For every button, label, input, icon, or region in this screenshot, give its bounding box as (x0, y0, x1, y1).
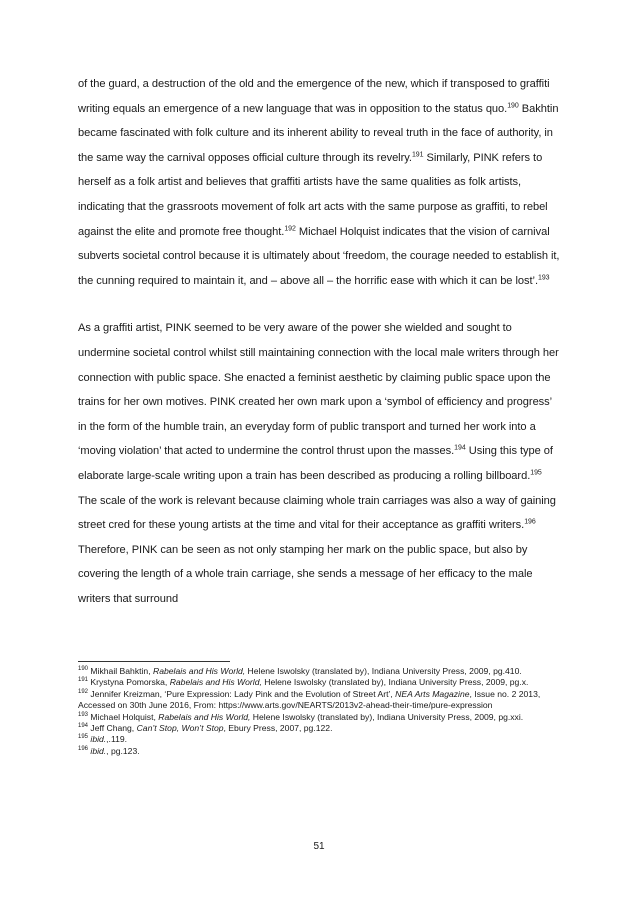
footnote-number: 196 (78, 745, 89, 752)
footnote-title: Rabelais and His World, (158, 711, 251, 722)
footnote-text: Michael Holquist, (88, 711, 159, 722)
footnote-number: 190 (78, 666, 89, 673)
paragraph-text: of the guard, a destruction of the old and the emergence of the new, which if transposed to graffiti writing equals an emergence of a new language that was in opposition to the status quo. (78, 78, 550, 115)
footnote-number: 194 (78, 723, 89, 730)
paragraph-text: Similarly, PINK refers to herself as a folk artist and believes that graffiti artists have the same qualities as folk artists, indicating that the grassroots movement of folk art acts with the same purpose as graffiti, to rebel against the elite and promote free thought. (78, 151, 548, 238)
footnote-text: Helene Iswolsky (translated by), Indiana University Press, 2009, pg.xxi. (250, 711, 524, 722)
footnote-ref-192: 192 (284, 224, 296, 232)
footnote-ref-193: 193 (537, 274, 550, 282)
footnote-title: Rabelais and His World, (152, 666, 246, 676)
footnote (78, 666, 562, 677)
footnote-ref-194: 194 (454, 444, 466, 452)
footnotes (78, 666, 562, 757)
page-number: 51 (313, 841, 325, 852)
footnote-number: 191 (78, 677, 89, 684)
footnote-title: ibid. (90, 745, 107, 756)
footnote-text: Jennifer Kreizman, ‘Pure Expression: Lady Pink and the Evolution of Street Art’, (88, 688, 396, 699)
footnote-number: 195 (78, 734, 89, 741)
footnote-text: Jeff Chang, (88, 723, 137, 734)
footnote-ref-196: 196 (524, 518, 536, 526)
footnote-ref-195: 195 (530, 469, 542, 477)
footnote-text: , Ebury Press, 2007, pg.122. (223, 723, 333, 734)
footnote (78, 734, 562, 745)
footnote (78, 677, 562, 688)
footnote-text: Krystyna Pomorska, (88, 677, 170, 688)
footnote-number: 193 (78, 711, 89, 718)
footnote-text: ,.119. (106, 734, 128, 745)
paragraph-text: Michael Holquist indicates that the vision of carnival subverts societal control because it is ultimately about ‘freedom, the courage needed to establish it, the cunning required to maintain it, and – above all – the horrific ease with which it can be lost’. (78, 225, 560, 287)
paragraph-1 (78, 72, 562, 293)
footnote-text: , pg.123. (106, 745, 140, 756)
footnote-ref-191: 191 (411, 151, 424, 159)
footnote-text: Mikhail Bahktin, (88, 666, 153, 676)
footnote-title: Can’t Stop, Won’t Stop (136, 723, 224, 734)
paragraph-text: Using this type of elaborate large-scale writing upon a train has been described as producing a rolling billboard. (78, 445, 553, 482)
footnote (78, 689, 562, 712)
paragraph-text: As a graffiti artist, PINK seemed to be very aware of the power she wielded and sought to undermine societal control whilst still maintaining connection with the local male writers through her connection with public space. She enacted a feminist aesthetic by claiming public space upon the trains for her own motives. PINK created her own mark upon a ‘symbol of efficiency and progress’ in the form of the humble train, an everyday form of public transport and turned her work into a ‘moving violation’ that acted to undermine the control thrust upon the masses. (78, 322, 559, 458)
paragraph-2 (78, 316, 562, 611)
footnote-text: Helene Iswolsky (translated by), Indiana University Press, 2009, pg.410. (245, 666, 522, 676)
footnote-ref-190: 190 (507, 101, 519, 109)
paragraph-text: The scale of the work is relevant because claiming whole train carriages was also a way of gaining street cred for these young artists at the time and vital for their acceptance as graffiti writers. (78, 494, 556, 532)
footnote-number: 192 (78, 688, 89, 695)
footnote (78, 712, 562, 723)
footnote-title: NEA Arts Magazine (395, 688, 470, 699)
footnote-title: ibid. (90, 734, 107, 745)
footnote (78, 723, 562, 734)
footnote-separator (78, 661, 230, 662)
footnote-title: Rabelais and His World, (169, 677, 262, 688)
body-text (78, 72, 562, 611)
footnote-text: Helene Iswolsky (translated by), Indiana University Press, 2009, pg.x. (261, 677, 529, 688)
paragraph-text: Therefore, PINK can be seen as not only stamping her mark on the public space, but also by covering the length of a whole train carriage, she sends a message of her efficacy to the male writers that surround (78, 543, 533, 605)
footnote (78, 746, 562, 757)
paragraph-text: Bakhtin became fascinated with folk culture and its inherent ability to reveal truth in the face of authority, in the same way the carnival opposes official culture through its revelry. (78, 102, 559, 164)
footnote-text: , Issue no. 2 2013, Accessed on 30th June 2016, From: https://www.arts.gov/NEARTS/2013v2-ahead-their-time/pure-expression (78, 688, 541, 711)
